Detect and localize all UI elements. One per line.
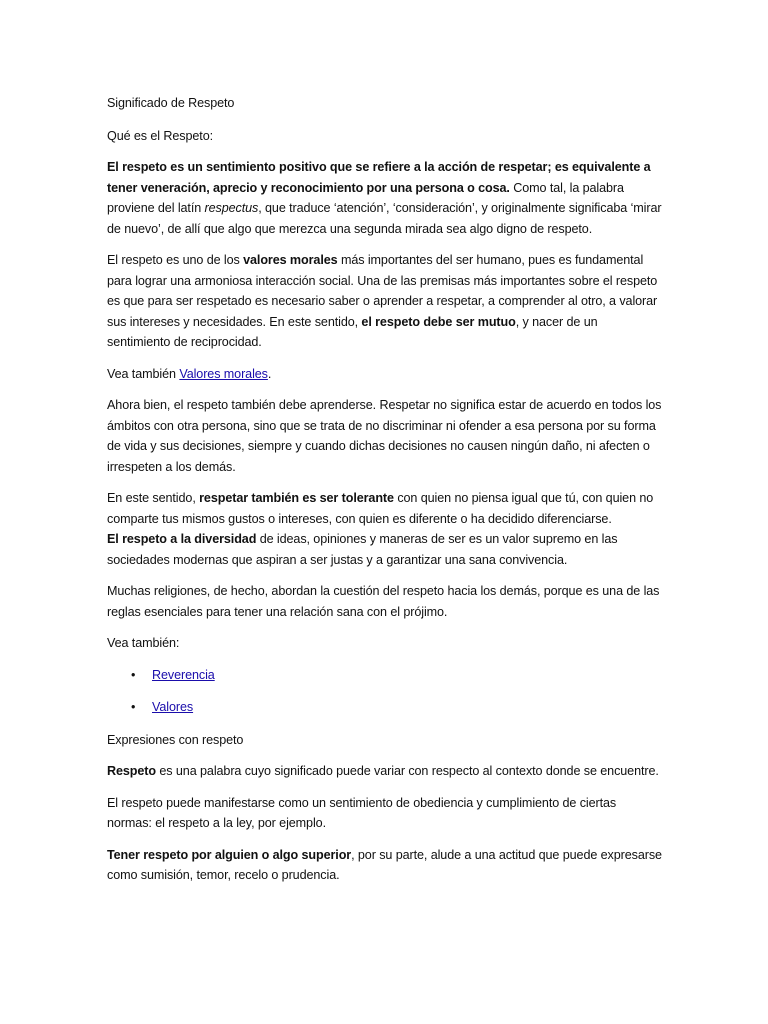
expression-3-text: , por su parte, alude a una actitud que puede expresarse como sumisión, temor, recelo o prudencia. xyxy=(107,847,662,882)
document-body xyxy=(107,93,663,897)
see-also-label: Vea también: xyxy=(107,636,180,650)
diversity-bold: El respeto a la diversidad xyxy=(107,532,257,546)
paragraph-definition xyxy=(107,157,663,239)
diversity-text: de ideas, opiniones y maneras de ser es un valor supremo en las sociedades modernas que aspiran a ser justas y a garantizar una sana convivencia. xyxy=(107,532,618,567)
definition-text: Como tal, la palabra proviene del latín xyxy=(107,180,624,215)
see-also-list xyxy=(107,665,663,718)
latin-term: respectus xyxy=(204,201,259,215)
definition-text-2: , que traduce ‘atención’, ‘consideración’, y originalmente significaba ‘mirar de nuevo’, de allí que algo que merezca una segunda mirada sea algo digno de respeto. xyxy=(107,201,662,236)
paragraph-expression-3 xyxy=(107,845,663,886)
values-bold: valores morales xyxy=(243,253,338,267)
document-title: Significado de Respeto xyxy=(107,96,235,110)
paragraph-tolerance xyxy=(107,488,663,570)
values-text-2: más importantes del ser humano, pues es fundamental para lograr una armoniosa interacción social. Una de las premisas más importantes sobre el respeto es que para ser respetado es necesario saber o aprender a respetar, a comprender al otro, a valorar sus intereses y necesidades. En este sentido, xyxy=(107,253,658,329)
link-valores[interactable]: Valores xyxy=(152,700,194,714)
paragraph-religions: Muchas religiones, de hecho, abordan la cuestión del respeto hacia los demás, porque es una de las reglas esenciales para tener una relación sana con el prójimo. xyxy=(107,584,660,619)
bullet-icon: • xyxy=(131,700,136,714)
superior-bold: Tener respeto por alguien o algo superior xyxy=(107,847,352,862)
mutual-bold: el respeto debe ser mutuo xyxy=(361,314,516,329)
tolerance-text: En este sentido, xyxy=(107,491,200,505)
list-item xyxy=(107,697,663,718)
link-valores-morales[interactable]: Valores morales xyxy=(179,366,268,381)
link-reverencia[interactable]: Reverencia xyxy=(152,667,215,682)
section-heading: Qué es el Respeto: xyxy=(107,128,214,143)
definition-bold: El respeto es un sentimiento positivo que se refiere a la acción de respetar; es equivalente a tener veneración, aprecio y reconocimiento por una persona o cosa. xyxy=(107,160,651,195)
paragraph-values xyxy=(107,250,663,353)
see-also-text: Vea también xyxy=(107,366,180,381)
tolerance-text-2: con quien no piensa igual que tú, con quien no comparte tus mismos gustos o intereses, con quien es diferente o ha decidido diferenciarse. xyxy=(107,491,654,526)
paragraph-expression-1 xyxy=(107,761,663,782)
list-item xyxy=(107,665,663,686)
tolerance-bold: respetar también es ser tolerante xyxy=(199,491,394,505)
bullet-icon: • xyxy=(131,667,136,682)
values-text: El respeto es uno de los xyxy=(107,253,244,267)
paragraph-expression-2: El respeto puede manifestarse como un sentimiento de obediencia y cumplimiento de ciertas normas: el respeto a la ley, por ejemplo. xyxy=(107,795,617,830)
paragraph-learning: Ahora bien, el respeto también debe aprenderse. Respetar no significa estar de acuerdo en todos los ámbitos con otra persona, sino que se trata de no discriminar ni ofender a esa persona por su forma de vida y sus decisiones, siempre y cuando dichas decisiones no causen ningún daño, ni afecten o irrespeten a los demás. xyxy=(107,398,662,474)
expression-1-text: es una palabra cuyo significado puede variar con respecto al contexto donde se encuentre. xyxy=(156,764,659,778)
values-text-3: , y nacer de un sentimiento de reciprocidad. xyxy=(107,314,598,349)
see-also-period: . xyxy=(267,366,272,381)
section-heading-expressions: Expresiones con respeto xyxy=(107,732,244,747)
paragraph-see-also xyxy=(107,364,663,385)
respeto-bold: Respeto xyxy=(107,764,156,778)
